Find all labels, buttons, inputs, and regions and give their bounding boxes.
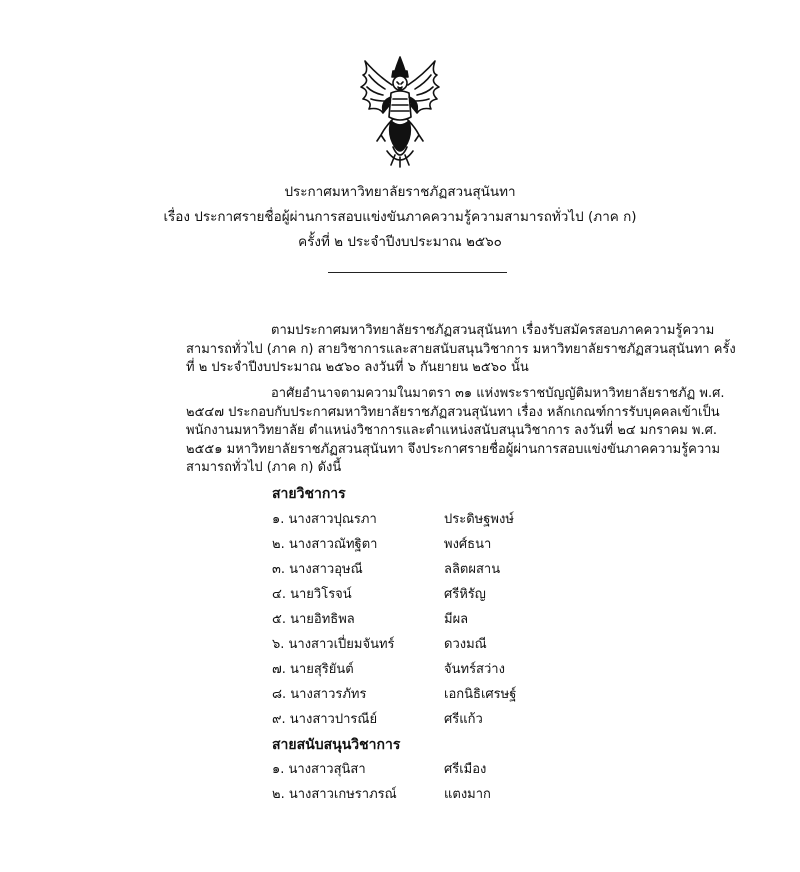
person-name: ๓. นางสาวอุษณี [272, 562, 363, 577]
section-title-academic: สายวิชาการ [272, 486, 346, 502]
person-surname: พงศ์ธนา [444, 537, 492, 552]
person-surname: ดวงมณี [444, 637, 487, 652]
person-name: ๗. นายสุริยันต์ [272, 662, 354, 677]
paragraph-reference [186, 322, 736, 378]
person-name: ๘. นางสาวรภัทร [272, 687, 367, 702]
garuda-emblem-icon [355, 55, 445, 170]
person-name: ๖. นางสาวเปี่ยมจันทร์ [272, 637, 395, 652]
announcement-subject: เรื่อง ประกาศรายชื่อผู้ผ่านการสอบแข่งขันภาคความรู้ความสามารถทั่วไป (ภาค ก) [163, 209, 637, 225]
announcement-round: ครั้งที่ ๒ ประจำปีงบประมาณ ๒๕๖๐ [298, 234, 502, 250]
person-name: ๒. นางสาวณัทฐิตา [272, 537, 378, 552]
person-surname: แตงมาก [444, 787, 491, 802]
person-name: ๔. นายวิโรจน์ [272, 587, 352, 602]
person-surname: ศรีเมือง [444, 762, 487, 777]
header-divider [328, 272, 507, 273]
paragraph-line: ตามประกาศมหาวิทยาลัยราชภัฏสวนสุนันทา เรื่องรับสมัครสอบภาคความรู้ความ [271, 323, 715, 338]
paragraph-line: สามารถทั่วไป (ภาค ก) ดังนี้ [186, 460, 342, 476]
paragraph-line: สามารถทั่วไป (ภาค ก) สายวิชาการและสายสนับสนุนวิชาการ มหาวิทยาลัยราชภัฏสวนสุนันทา ครั้ง [186, 341, 736, 357]
person-name: ๒. นางสาวเกษราภรณ์ [272, 787, 397, 802]
person-name: ๑. นางสาวสุนิสา [272, 762, 366, 777]
paragraph-line: อาศัยอำนาจตามความในมาตรา ๓๑ แห่งพระราชบัญญัติมหาวิทยาลัยราชภัฏ พ.ศ. [271, 386, 725, 401]
person-surname: จันทร์สว่าง [444, 662, 505, 677]
paragraph-line: ๒๕๔๗ ประกอบกับประกาศมหาวิทยาลัยราชภัฏสวนสุนันทา เรื่อง หลักเกณฑ์การรับบุคคลเข้าเป็น [186, 404, 720, 420]
person-surname: ศรีหิรัญ [444, 587, 486, 602]
person-surname: ศรีแก้ว [444, 712, 483, 727]
person-surname: มีผล [444, 612, 469, 627]
paragraph-line: ที่ ๒ ประจำปีงบประมาณ ๒๕๖๐ ลงวันที่ ๖ กันยายน ๒๕๖๐ นั้น [186, 360, 529, 376]
announcement-title: ประกาศมหาวิทยาลัยราชภัฏสวนสุนันทา [284, 184, 516, 200]
section-title-support: สายสนับสนุนวิชาการ [272, 737, 401, 753]
person-name: ๕. นายอิทธิพล [272, 612, 355, 627]
person-surname: ประดิษฐพงษ์ [444, 512, 514, 527]
person-name: ๑. นางสาวปุณรภา [272, 512, 377, 527]
paragraph-line: ๒๕๕๑ มหาวิทยาลัยราชภัฏสวนสุนันทา จึงประกาศรายชื่อผู้ผ่านการสอบแข่งขันภาคความรู้ความ [186, 441, 721, 457]
person-surname: เอกนิธิเศรษฐ์ [444, 687, 517, 702]
paragraph-line: พนักงานมหาวิทยาลัย ตำแหน่งวิชาการและตำแหน่งสนับสนุนวิชาการ ลงวันที่ ๒๔ มกราคม พ.ศ. [186, 423, 717, 439]
person-surname: ลลิตผสาน [444, 562, 501, 577]
person-name: ๙. นางสาวปารณีย์ [272, 712, 378, 727]
paragraph-authority [186, 385, 725, 478]
